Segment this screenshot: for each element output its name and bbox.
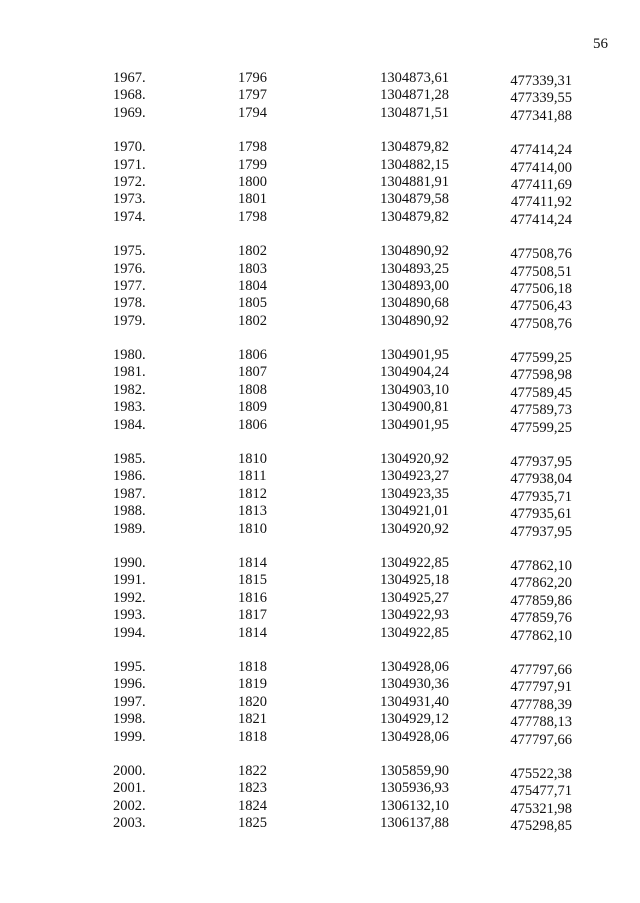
- x-coordinate-cell: 1304871,28: [380, 87, 449, 104]
- x-coordinate-cell: 1304928,06: [380, 658, 449, 675]
- x-coordinate-cell: 1304879,82: [380, 208, 449, 225]
- x-coordinate-cell: 1304901,95: [380, 347, 449, 364]
- table-row: [0, 572, 640, 592]
- row-number-cell: 1993.: [113, 607, 146, 624]
- y-coordinate-cell: 477506,43: [510, 298, 572, 315]
- y-coordinate-cell: 477508,76: [510, 315, 572, 332]
- table-row: [0, 347, 640, 367]
- y-coordinate-cell: 477859,76: [510, 610, 572, 627]
- point-id-cell: 1797: [238, 87, 267, 104]
- point-id-cell: 1796: [238, 70, 267, 86]
- row-number-cell: 1983.: [113, 399, 146, 416]
- row-number-cell: 2002.: [113, 797, 146, 814]
- row-number-cell: 1980.: [113, 347, 146, 364]
- row-number-cell: 1994.: [113, 624, 146, 641]
- table-row: [0, 313, 640, 330]
- point-id-cell: 1810: [238, 520, 267, 537]
- x-coordinate-cell: 1304871,51: [380, 104, 449, 121]
- row-number-cell: 1968.: [113, 87, 146, 104]
- row-number-cell: 1974.: [113, 208, 146, 225]
- table-row: [0, 555, 640, 572]
- point-id-cell: 1821: [238, 711, 267, 728]
- table-row: [0, 676, 640, 696]
- x-coordinate-cell: 1304901,95: [380, 416, 449, 433]
- row-number-cell: 1998.: [113, 711, 146, 728]
- point-id-cell: 1825: [238, 815, 267, 832]
- row-number-cell: 1973.: [113, 191, 146, 208]
- point-id-cell: 1812: [238, 485, 267, 502]
- point-id-cell: 1800: [238, 173, 267, 190]
- table-row: [0, 105, 640, 122]
- x-coordinate-cell: 1305859,90: [380, 762, 449, 779]
- point-id-cell: 1803: [238, 260, 267, 277]
- point-id-cell: 1802: [238, 312, 267, 329]
- row-number-cell: 1995.: [113, 658, 146, 675]
- y-coordinate-cell: 477862,10: [510, 557, 572, 574]
- table-row: [0, 382, 640, 399]
- row-number-cell: 1979.: [113, 312, 146, 329]
- table-row: [0, 417, 640, 434]
- row-number-cell: 1997.: [113, 693, 146, 710]
- page-number: 56: [593, 36, 608, 52]
- x-coordinate-cell: 1304923,27: [380, 468, 449, 485]
- row-number-cell: 1969.: [113, 104, 146, 121]
- table-row: [0, 780, 640, 800]
- table-row: [0, 295, 640, 315]
- point-id-cell: 1823: [238, 780, 267, 797]
- point-id-cell: 1798: [238, 139, 267, 156]
- point-id-cell: 1822: [238, 762, 267, 779]
- x-coordinate-cell: 1304890,92: [380, 243, 449, 260]
- y-coordinate-cell: 477339,31: [510, 73, 572, 89]
- table-row: [0, 157, 640, 174]
- table-row: [0, 659, 640, 676]
- x-coordinate-cell: 1304881,91: [380, 173, 449, 190]
- table-row: [0, 607, 640, 627]
- y-coordinate-cell: 477788,39: [510, 696, 572, 713]
- y-coordinate-cell: 477937,95: [510, 523, 572, 540]
- row-group: [0, 763, 640, 833]
- row-number-cell: 1991.: [113, 572, 146, 589]
- point-id-cell: 1805: [238, 295, 267, 312]
- x-coordinate-cell: 1304922,85: [380, 554, 449, 571]
- y-coordinate-cell: 477797,91: [510, 679, 572, 696]
- y-coordinate-cell: 477937,95: [510, 454, 572, 471]
- point-id-cell: 1798: [238, 208, 267, 225]
- point-id-cell: 1802: [238, 243, 267, 260]
- row-number-cell: 1987.: [113, 485, 146, 502]
- x-coordinate-cell: 1304890,68: [380, 295, 449, 312]
- y-coordinate-cell: 477862,20: [510, 575, 572, 592]
- x-coordinate-cell: 1304922,85: [380, 624, 449, 641]
- y-coordinate-cell: 477599,25: [510, 419, 572, 436]
- table-row: [0, 174, 640, 191]
- x-coordinate-cell: 1304920,92: [380, 451, 449, 468]
- row-number-cell: 1971.: [113, 156, 146, 173]
- row-number-cell: 1989.: [113, 520, 146, 537]
- table-row: [0, 625, 640, 642]
- x-coordinate-cell: 1304890,92: [380, 312, 449, 329]
- y-coordinate-cell: 477935,71: [510, 488, 572, 505]
- x-coordinate-cell: 1304904,24: [380, 364, 449, 381]
- row-number-cell: 1992.: [113, 589, 146, 606]
- row-number-cell: 1986.: [113, 468, 146, 485]
- row-number-cell: 1981.: [113, 364, 146, 381]
- y-coordinate-cell: 477589,73: [510, 402, 572, 419]
- x-coordinate-cell: 1304923,35: [380, 485, 449, 502]
- row-number-cell: 1984.: [113, 416, 146, 433]
- point-id-cell: 1813: [238, 503, 267, 520]
- point-id-cell: 1811: [238, 468, 267, 485]
- y-coordinate-cell: 477339,55: [510, 90, 572, 107]
- row-number-cell: 1999.: [113, 728, 146, 745]
- x-coordinate-cell: 1304925,27: [380, 589, 449, 606]
- x-coordinate-cell: 1304920,92: [380, 520, 449, 537]
- row-group: [0, 347, 640, 434]
- row-number-cell: 1990.: [113, 554, 146, 571]
- point-id-cell: 1819: [238, 676, 267, 693]
- x-coordinate-cell: 1304882,15: [380, 156, 449, 173]
- row-number-cell: 2003.: [113, 815, 146, 832]
- y-coordinate-cell: 477935,61: [510, 506, 572, 523]
- y-coordinate-cell: 475522,38: [510, 765, 572, 782]
- y-coordinate-cell: 477599,25: [510, 350, 572, 367]
- table-row: [0, 87, 640, 107]
- table-row: [0, 590, 640, 607]
- row-number-cell: 2001.: [113, 780, 146, 797]
- x-coordinate-cell: 1304931,40: [380, 693, 449, 710]
- point-id-cell: 1809: [238, 399, 267, 416]
- x-coordinate-cell: 1304879,82: [380, 139, 449, 156]
- point-id-cell: 1804: [238, 277, 267, 294]
- point-id-cell: 1820: [238, 693, 267, 710]
- point-id-cell: 1799: [238, 156, 267, 173]
- point-id-cell: 1815: [238, 572, 267, 589]
- point-id-cell: 1814: [238, 554, 267, 571]
- row-number-cell: 1988.: [113, 503, 146, 520]
- y-coordinate-cell: 477797,66: [510, 661, 572, 678]
- table-row: [0, 503, 640, 523]
- table-row: [0, 711, 640, 731]
- point-id-cell: 1808: [238, 381, 267, 398]
- point-id-cell: 1806: [238, 416, 267, 433]
- row-number-cell: 1976.: [113, 260, 146, 277]
- y-coordinate-cell: 477598,98: [510, 367, 572, 384]
- point-id-cell: 1818: [238, 658, 267, 675]
- table-row: [0, 694, 640, 711]
- y-coordinate-cell: 477508,51: [510, 263, 572, 280]
- y-coordinate-cell: 477508,76: [510, 246, 572, 263]
- point-id-cell: 1824: [238, 797, 267, 814]
- row-number-cell: 1985.: [113, 451, 146, 468]
- x-coordinate-cell: 1306137,88: [380, 815, 449, 832]
- row-group: [0, 555, 640, 642]
- point-id-cell: 1817: [238, 607, 267, 624]
- y-coordinate-cell: 477411,69: [510, 176, 572, 193]
- y-coordinate-cell: 477506,18: [510, 280, 572, 297]
- row-group: [0, 70, 640, 122]
- row-number-cell: 1978.: [113, 295, 146, 312]
- table-row: [0, 209, 640, 226]
- row-number-cell: 1977.: [113, 277, 146, 294]
- y-coordinate-cell: 475298,85: [510, 818, 572, 835]
- y-coordinate-cell: 477341,88: [510, 107, 572, 124]
- x-coordinate-cell: 1305936,93: [380, 780, 449, 797]
- table-row: [0, 191, 640, 211]
- table-row: [0, 468, 640, 488]
- table-row: [0, 763, 640, 780]
- row-number-cell: 1996.: [113, 676, 146, 693]
- row-group: [0, 139, 640, 226]
- y-coordinate-cell: 475321,98: [510, 800, 572, 817]
- point-id-cell: 1810: [238, 451, 267, 468]
- x-coordinate-cell: 1306132,10: [380, 797, 449, 814]
- x-coordinate-cell: 1304922,93: [380, 607, 449, 624]
- x-coordinate-cell: 1304900,81: [380, 399, 449, 416]
- table-row: [0, 486, 640, 503]
- x-coordinate-cell: 1304929,12: [380, 711, 449, 728]
- row-number-cell: 1975.: [113, 243, 146, 260]
- y-coordinate-cell: 477938,04: [510, 471, 572, 488]
- point-id-cell: 1818: [238, 728, 267, 745]
- y-coordinate-cell: 477411,92: [510, 194, 572, 211]
- row-number-cell: 1967.: [113, 70, 146, 86]
- y-coordinate-cell: 477414,24: [510, 211, 572, 228]
- x-coordinate-cell: 1304930,36: [380, 676, 449, 693]
- row-group: [0, 451, 640, 538]
- point-id-cell: 1794: [238, 104, 267, 121]
- y-coordinate-cell: 477788,13: [510, 714, 572, 731]
- table-row: [0, 364, 640, 384]
- row-group: [0, 659, 640, 746]
- table-row: [0, 261, 640, 278]
- table-row: [0, 278, 640, 295]
- table-row: [0, 521, 640, 538]
- row-number-cell: 1982.: [113, 381, 146, 398]
- x-coordinate-cell: 1304873,61: [380, 70, 449, 86]
- point-id-cell: 1806: [238, 347, 267, 364]
- point-id-cell: 1816: [238, 589, 267, 606]
- x-coordinate-cell: 1304903,10: [380, 381, 449, 398]
- table-row: [0, 243, 640, 263]
- x-coordinate-cell: 1304893,25: [380, 260, 449, 277]
- table-row: [0, 798, 640, 815]
- coordinate-table: [0, 70, 640, 849]
- y-coordinate-cell: 477589,45: [510, 384, 572, 401]
- y-coordinate-cell: 477414,00: [510, 159, 572, 176]
- point-id-cell: 1801: [238, 191, 267, 208]
- x-coordinate-cell: 1304879,58: [380, 191, 449, 208]
- x-coordinate-cell: 1304893,00: [380, 277, 449, 294]
- x-coordinate-cell: 1304925,18: [380, 572, 449, 589]
- row-group: [0, 243, 640, 330]
- table-row: [0, 729, 640, 746]
- y-coordinate-cell: 477859,86: [510, 592, 572, 609]
- row-number-cell: 1972.: [113, 173, 146, 190]
- table-row: [0, 70, 640, 87]
- y-coordinate-cell: 477862,10: [510, 627, 572, 644]
- y-coordinate-cell: 475477,71: [510, 783, 572, 800]
- y-coordinate-cell: 477797,66: [510, 731, 572, 748]
- x-coordinate-cell: 1304928,06: [380, 728, 449, 745]
- x-coordinate-cell: 1304921,01: [380, 503, 449, 520]
- point-id-cell: 1807: [238, 364, 267, 381]
- table-row: [0, 815, 640, 835]
- table-row: [0, 399, 640, 419]
- row-number-cell: 2000.: [113, 762, 146, 779]
- table-row: [0, 451, 640, 471]
- table-row: [0, 139, 640, 159]
- point-id-cell: 1814: [238, 624, 267, 641]
- row-number-cell: 1970.: [113, 139, 146, 156]
- y-coordinate-cell: 477414,24: [510, 142, 572, 159]
